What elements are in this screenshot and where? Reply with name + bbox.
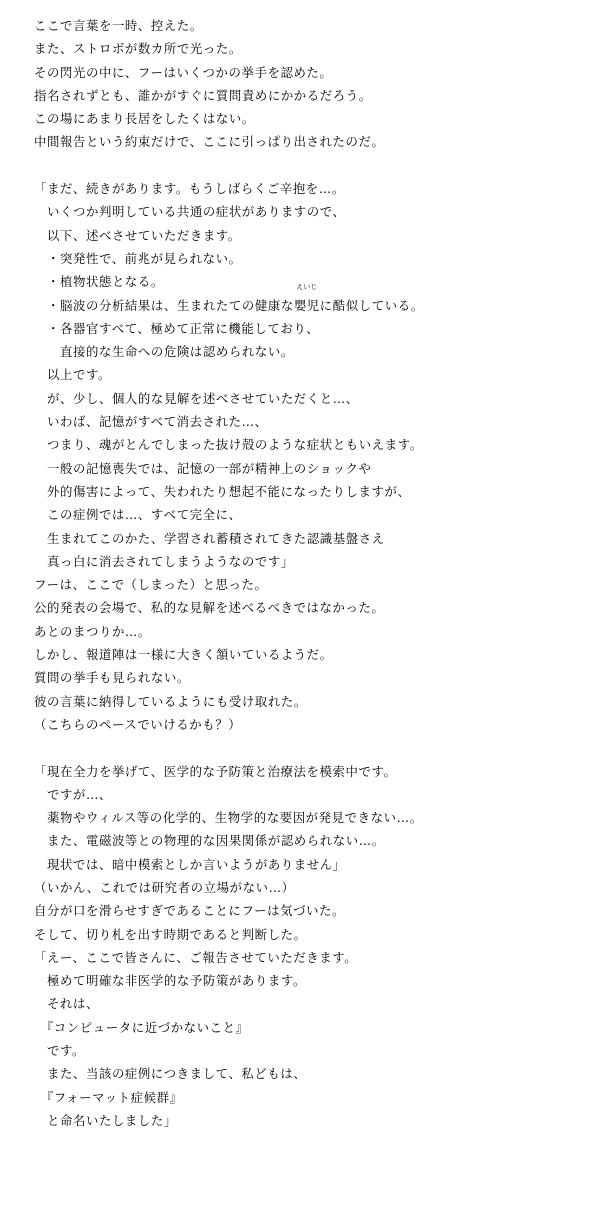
text-line: 彼の言葉に納得しているようにも受け取れた。 xyxy=(34,693,307,709)
text-line: いくつか判明している共通の症状がありますので、 xyxy=(34,204,346,220)
text-line: 真っ白に消去されてしまうようなのです」 xyxy=(34,553,294,569)
text-line: 『フォーマット症候群』 xyxy=(34,1089,183,1105)
blank-line xyxy=(34,154,597,177)
text-line: 『コンピュータに近づかないこと』 xyxy=(34,1019,249,1035)
text-line: それは、 xyxy=(34,996,99,1012)
document-text-body xyxy=(34,14,597,1132)
text-line: この場にあまり長居をしたくはない。 xyxy=(34,111,255,127)
text-line: ここで言葉を一時、控えた。 xyxy=(34,18,203,33)
text-line: 以下、述べさせていただきます。 xyxy=(34,227,241,243)
text-line: そして、切り札を出す時期であると判断した。 xyxy=(34,926,307,942)
text-line: いわば、記憶がすべて消去された…、 xyxy=(34,414,268,430)
text-line: その閃光の中に、フーはいくつかの挙手を認めた。 xyxy=(34,64,333,80)
text-line: 「えー、ここで皆さんに、ご報告させていただきます。 xyxy=(34,949,358,965)
ruby-word xyxy=(293,282,320,317)
text-line: 生まれてこのかた、学習され蓄積されてきた認識基盤さえ xyxy=(34,530,385,546)
text-line: ・植物状態となる。 xyxy=(34,274,164,290)
text-line: あとのまつりか…。 xyxy=(34,623,151,639)
text-line: 自分が口を滑らせすぎであることにフーは気づいた。 xyxy=(34,903,346,919)
text-line: 外的傷害によって、失われたり想起不能になったりしますが、 xyxy=(34,483,411,499)
ruby-line-prefix: ・脳波の分析結果は、生まれたての健康な xyxy=(34,297,294,313)
text-line: 現状では、暗中模索としか言いようがありません」 xyxy=(34,856,346,872)
text-line: が、少し、個人的な見解を述べさせていただくと…、 xyxy=(34,390,359,406)
text-line: 「現在全力を挙げて、医学的な予防策と治療法を模索中です。 xyxy=(34,763,397,779)
ruby-line-suffix: に酷似している。 xyxy=(319,297,424,313)
text-line: この症例では…、すべて完全に、 xyxy=(34,507,242,523)
blank-line xyxy=(34,736,597,759)
text-line: フーは、ここで（しまった）と思った。 xyxy=(34,577,268,593)
text-line: 薬物やウィルス等の化学的、生物学的な要因が発見できない…。 xyxy=(34,810,423,826)
text-line: 公的発表の会場で、私的な見解を述べるべきではなかった。 xyxy=(34,600,385,616)
text-line: また、電磁波等との物理的な因果関係が認められない…。 xyxy=(34,833,385,849)
text-line: しかし、報道陣は一様に大きく頷いているようだ。 xyxy=(34,647,333,663)
text-line: 「まだ、続きがあります。もうしばらくご辛抱を…。 xyxy=(34,181,345,197)
text-line: 一般の記憶喪失では、記憶の一部が精神上のショックや xyxy=(34,460,372,476)
text-line: また、当該の症例につきまして、私どもは、 xyxy=(34,1066,307,1082)
text-line: ・各器官すべて、極めて正常に機能しており、 xyxy=(34,320,320,336)
text-line: （こちらのペースでいけるかも？） xyxy=(34,716,242,732)
text-line: つまり、魂がとんでしまった抜け殻のような症状ともいえます。 xyxy=(34,437,423,453)
text-line: 以上です。 xyxy=(34,367,111,383)
text-line: 指名されずとも、誰かがすぐに質問責めにかかるだろう。 xyxy=(34,87,372,103)
text-line: また、ストロボが数カ所で光った。 xyxy=(34,41,242,57)
text-line: です。 xyxy=(34,1043,85,1059)
text-line: と命名いたしました」 xyxy=(34,1112,177,1128)
text-line: 質問の挙手も見られない。 xyxy=(34,670,190,686)
text-line: 直接的な生命への危険は認められない。 xyxy=(34,344,294,360)
text-line: （いかん、これでは研究者の立場がない…） xyxy=(34,879,295,895)
text-line: ですが…、 xyxy=(34,786,112,802)
text-line: ・突発性で、前兆が見られない。 xyxy=(34,250,242,266)
text-line: 中間報告という約束だけで、ここに引っぱり出されたのだ。 xyxy=(34,134,385,150)
ruby-base-text: 嬰児 xyxy=(293,297,320,313)
ruby-reading: えいじ xyxy=(296,282,318,291)
text-line: 極めて明確な非医学的な予防策があります。 xyxy=(34,973,306,989)
